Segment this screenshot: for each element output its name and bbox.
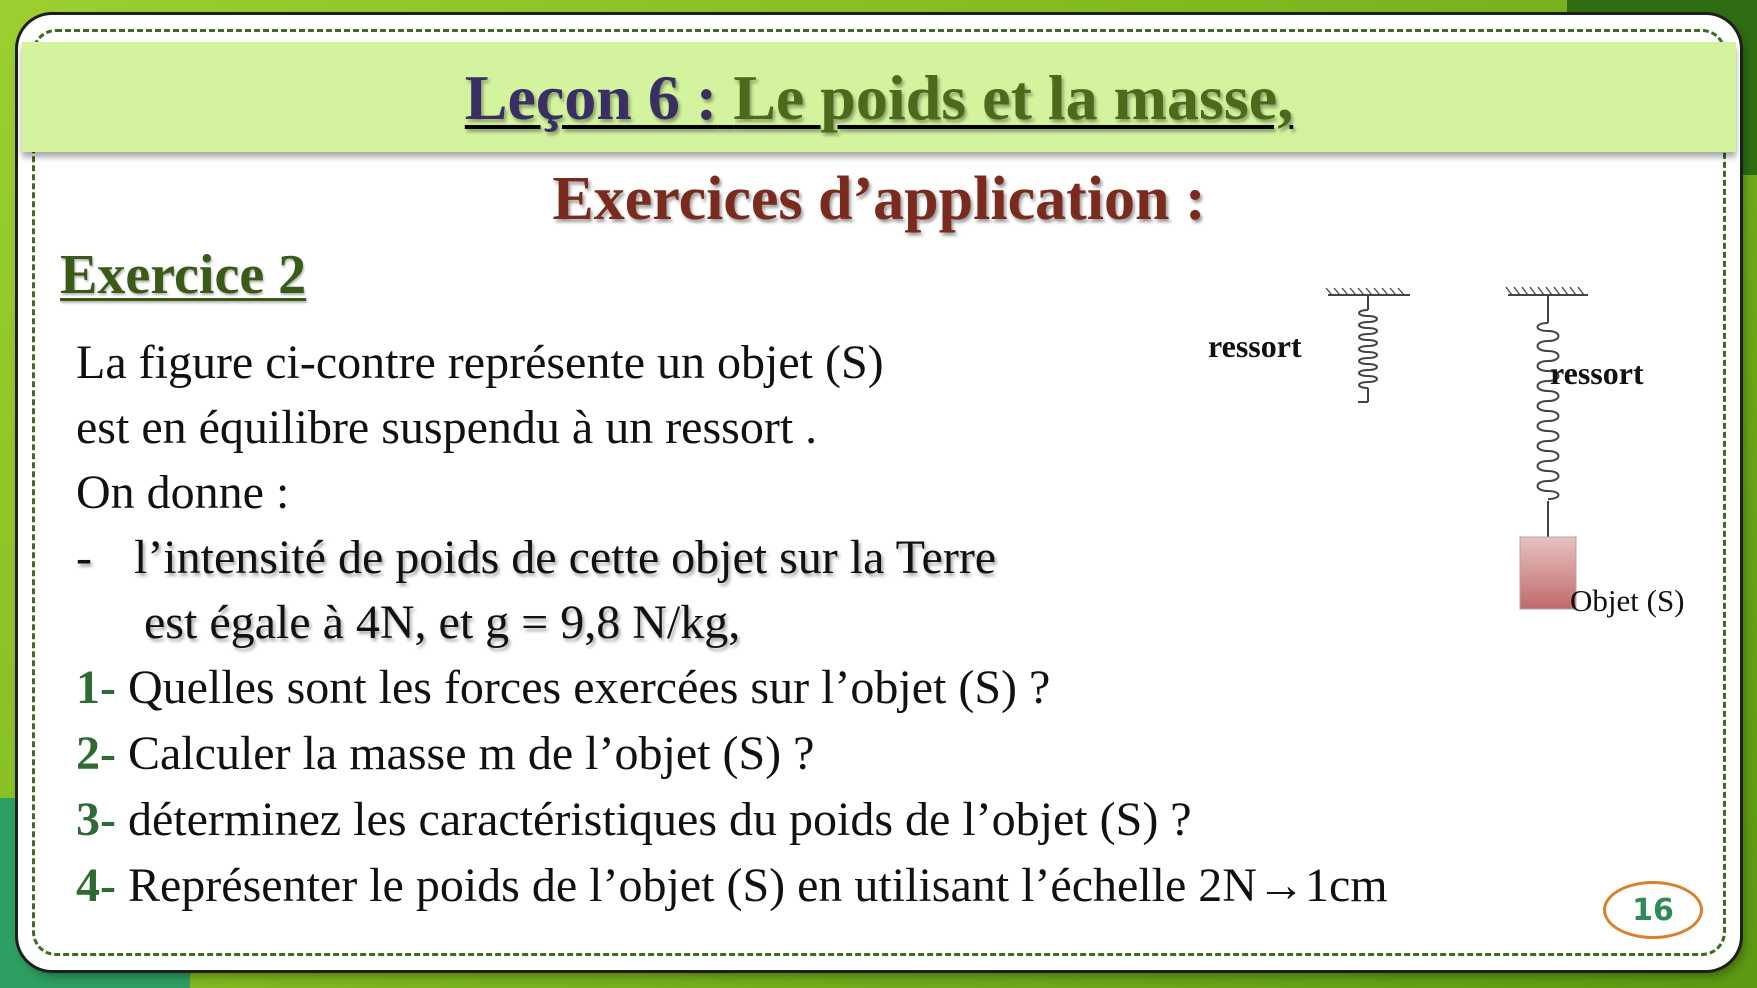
- title-banner: [22, 42, 1736, 152]
- given-item-2: est égale à 4N, et g = 9,8 N/kg,: [144, 596, 741, 649]
- question-text: Représenter le poids de l’objet (S) en utilisant l’échelle 2N→1cm: [127, 859, 1388, 912]
- spring-label-left: ressort: [1208, 328, 1302, 364]
- question-1: [76, 660, 1050, 716]
- given-text-1: l’intensité de poids de cette objet sur la Terre: [133, 531, 997, 584]
- slide-card: [18, 15, 1740, 970]
- given-label: On donne :: [76, 466, 290, 519]
- question-number: 1-: [76, 661, 116, 714]
- question-text: déterminez les caractéristiques du poids de l’objet (S) ?: [127, 793, 1192, 846]
- question-number: 2-: [76, 727, 116, 780]
- intro-line-2: est en équilibre suspendu à un ressort .: [76, 401, 818, 454]
- bullet-dash: -: [76, 531, 92, 584]
- question-2: [76, 726, 814, 782]
- given-item-1: [76, 530, 996, 586]
- object-block: [1520, 537, 1576, 609]
- spring-label-right: ressort: [1550, 355, 1644, 391]
- section-subtitle: Exercices d’application :: [552, 165, 1206, 233]
- question-3: [76, 792, 1192, 848]
- left-spring: [1326, 288, 1410, 402]
- lesson-number: Leçon 6 :: [464, 62, 718, 133]
- right-spring: [1506, 287, 1588, 537]
- question-number: 4-: [76, 859, 116, 912]
- page-number-badge: 16: [1603, 881, 1703, 939]
- object-label: Objet (S): [1570, 583, 1685, 618]
- exercise-title: Exercice 2: [60, 244, 307, 306]
- lesson-title: [22, 60, 1736, 136]
- lesson-name: Le poids et la masse,: [733, 62, 1294, 133]
- question-text: Calculer la masse m de l’objet (S) ?: [127, 727, 815, 780]
- spring-figure: [1298, 275, 1598, 645]
- question-4: [76, 858, 1388, 914]
- question-text: Quelles sont les forces exercées sur l’objet (S) ?: [127, 661, 1051, 714]
- intro-line-1: La figure ci-contre représente un objet (S): [76, 336, 884, 389]
- question-number: 3-: [76, 793, 116, 846]
